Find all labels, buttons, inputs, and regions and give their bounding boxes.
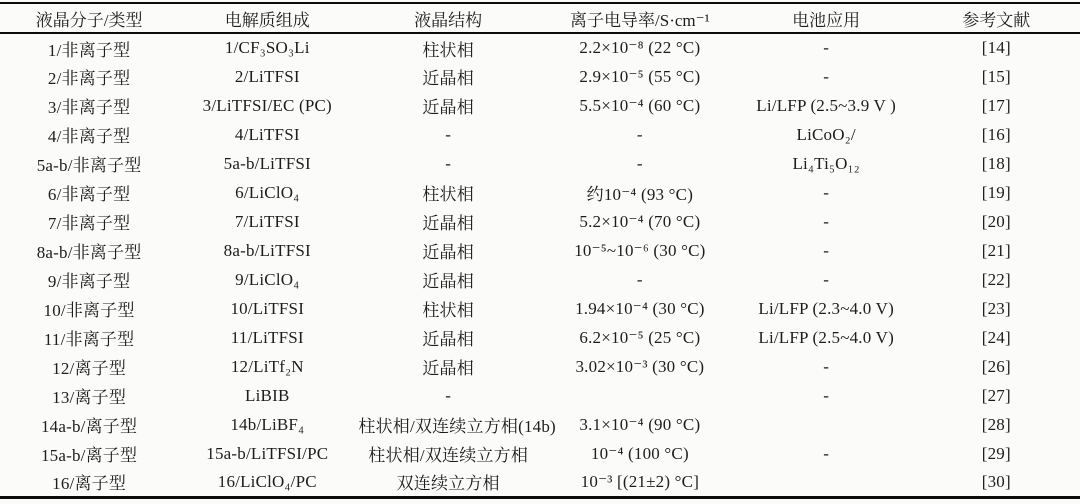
table-body xyxy=(0,33,1080,497)
table-row xyxy=(0,323,1080,352)
table-header xyxy=(0,3,1080,33)
table-cell: - xyxy=(636,153,643,173)
table-cell: - xyxy=(823,356,830,376)
table-cell: [26] xyxy=(981,356,1011,376)
table-cell: 6/非离子型 xyxy=(47,185,131,204)
table-cell: 16/离子型 xyxy=(52,474,127,494)
table-cell: - xyxy=(636,124,643,144)
table-cell: 12/LiTf₂N xyxy=(230,356,304,376)
table-cell: Li₄Ti₅O₁₂ xyxy=(792,153,860,173)
table-cell: - xyxy=(823,269,830,289)
liquid-crystal-electrolyte-table xyxy=(0,2,1080,499)
table-cell: 约10⁻⁴ (93 °C) xyxy=(586,185,694,204)
table-cell: 1.94×10⁻⁴ (30 °C) xyxy=(575,298,705,318)
table-row xyxy=(0,33,1080,62)
table-cell: - xyxy=(445,124,452,144)
table-cell: 14a-b/离子型 xyxy=(40,417,138,436)
table-cell: [30] xyxy=(981,471,1011,491)
table-cell: 双连续立方相 xyxy=(396,474,500,494)
table-cell: 2.2×10⁻⁸ (22 °C) xyxy=(579,38,701,57)
column-header-1: 电解质组成 xyxy=(178,3,356,33)
table-row xyxy=(0,265,1080,294)
column-header-0: 液晶分子/类型 xyxy=(0,3,178,33)
table-cell: 近晶相 xyxy=(422,98,474,117)
table-cell: 2.9×10⁻⁵ (55 °C) xyxy=(579,66,701,86)
column-header-2: 液晶结构 xyxy=(356,3,540,33)
table-cell: 11/LiTFSI xyxy=(230,327,304,347)
table-cell xyxy=(740,468,913,497)
table-cell: 2/非离子型 xyxy=(47,69,131,88)
table-cell: 柱状相 xyxy=(422,40,474,60)
table-row xyxy=(0,62,1080,91)
table-cell: [23] xyxy=(981,298,1011,318)
table-row xyxy=(0,439,1080,468)
table-cell: 4/非离子型 xyxy=(47,127,131,146)
table-cell: 3.1×10⁻⁴ (90 °C) xyxy=(579,414,701,434)
table-cell: [20] xyxy=(981,211,1011,231)
table-cell: 5.2×10⁻⁴ (70 °C) xyxy=(579,211,701,231)
table-row xyxy=(0,294,1080,323)
table-cell: - xyxy=(823,240,830,260)
table-cell: [24] xyxy=(981,327,1011,347)
table-cell: 15a-b/离子型 xyxy=(40,446,138,465)
table-row xyxy=(0,207,1080,236)
table-cell: 15a-b/LiTFSI/PC xyxy=(206,443,329,463)
table-cell: 1/非离子型 xyxy=(47,40,131,60)
table-cell: 近晶相 xyxy=(422,330,474,349)
table-cell: - xyxy=(823,443,830,463)
table-cell: 10⁻³ [(21±2) °C] xyxy=(580,471,700,491)
table-cell: - xyxy=(445,385,452,405)
table-cell: 10/LiTFSI xyxy=(230,298,305,318)
table-cell: - xyxy=(823,211,830,231)
table-cell: 近晶相 xyxy=(422,272,474,291)
table-cell: 柱状相 xyxy=(422,301,474,320)
table-cell: 7/非离子型 xyxy=(47,214,131,233)
table-cell: 近晶相 xyxy=(422,243,474,262)
table-cell: 2/LiTFSI xyxy=(234,66,300,86)
table-row xyxy=(0,468,1080,497)
table-cell: 柱状相 xyxy=(422,185,474,204)
table-cell: [16] xyxy=(981,124,1011,144)
table-cell: 9/非离子型 xyxy=(47,272,131,291)
table-cell: 柱状相/双连续立方相 xyxy=(368,446,529,465)
table-cell: 近晶相 xyxy=(422,359,474,378)
table-cell: 3/非离子型 xyxy=(47,98,131,117)
table-cell xyxy=(740,410,913,439)
table-cell: - xyxy=(636,269,643,289)
table-cell: [29] xyxy=(981,443,1011,463)
table-row xyxy=(0,120,1080,149)
table-cell: 1/CF₃SO₃Li xyxy=(224,38,310,57)
table-cell: [14] xyxy=(981,38,1011,57)
table-cell xyxy=(540,381,740,410)
table-cell: - xyxy=(445,153,452,173)
table-row xyxy=(0,178,1080,207)
table-cell: 9/LiClO₄ xyxy=(235,269,300,289)
table-cell: 5a-b/LiTFSI xyxy=(223,153,311,173)
table-cell: 10/非离子型 xyxy=(43,301,135,320)
table-cell: 近晶相 xyxy=(422,214,474,233)
table-cell: [27] xyxy=(981,385,1011,405)
table-cell: - xyxy=(823,385,830,405)
table-cell: 5.5×10⁻⁴ (60 °C) xyxy=(579,95,701,115)
table-cell: 柱状相/双连续立方相(14b) xyxy=(358,417,556,436)
table-cell: 3/LiTFSI/EC (PC) xyxy=(202,95,332,115)
column-header-4: 电池应用 xyxy=(740,3,913,33)
table-row xyxy=(0,410,1080,439)
table-row xyxy=(0,381,1080,410)
column-header-5: 参考文献 xyxy=(913,3,1080,33)
table-cell: 16/LiClO₄/PC xyxy=(217,471,317,491)
table-cell: 6.2×10⁻⁵ (25 °C) xyxy=(579,327,701,347)
table-cell: LiBIB xyxy=(245,385,290,405)
table-cell: 6/LiClO₄ xyxy=(235,182,300,202)
table-cell: 5a-b/非离子型 xyxy=(36,156,142,175)
table-cell: 11/非离子型 xyxy=(43,330,135,349)
table-cell: [19] xyxy=(981,182,1011,202)
table-cell: - xyxy=(823,182,830,202)
table-cell: [17] xyxy=(981,95,1011,115)
table-cell: Li/LFP (2.5~3.9 V ) xyxy=(756,95,897,115)
table-cell: - xyxy=(823,38,830,57)
table-cell: 3.02×10⁻³ (30 °C) xyxy=(575,356,705,376)
header-row xyxy=(0,3,1080,33)
table-cell: 12/离子型 xyxy=(52,359,127,378)
table-cell: 13/离子型 xyxy=(52,388,127,407)
table-cell: Li/LFP (2.5~4.0 V) xyxy=(758,327,894,347)
table-row xyxy=(0,236,1080,265)
table-cell: [18] xyxy=(981,153,1011,173)
table-cell: 4/LiTFSI xyxy=(234,124,300,144)
table-cell: [21] xyxy=(981,240,1011,260)
table-cell: 7/LiTFSI xyxy=(234,211,300,231)
table-row xyxy=(0,352,1080,381)
table-cell: [15] xyxy=(981,66,1011,86)
table-cell: 14b/LiBF₄ xyxy=(230,414,305,434)
table-cell: - xyxy=(823,66,830,86)
table-cell: [28] xyxy=(981,414,1011,434)
table-cell: [22] xyxy=(981,269,1011,289)
table-cell: 近晶相 xyxy=(422,69,474,88)
table-cell: LiCoO₂/ xyxy=(796,124,856,144)
table-cell: 10⁻⁵~10⁻⁶ (30 °C) xyxy=(574,240,706,260)
table-row xyxy=(0,149,1080,178)
column-header-3: 离子电导率/S·cm⁻¹ xyxy=(540,3,740,33)
table-row xyxy=(0,91,1080,120)
table-cell: 10⁻⁴ (100 °C) xyxy=(590,443,689,463)
table-cell: 8a-b/非离子型 xyxy=(36,243,142,262)
table-cell: Li/LFP (2.3~4.0 V) xyxy=(758,298,894,318)
table-cell: 8a-b/LiTFSI xyxy=(223,240,311,260)
